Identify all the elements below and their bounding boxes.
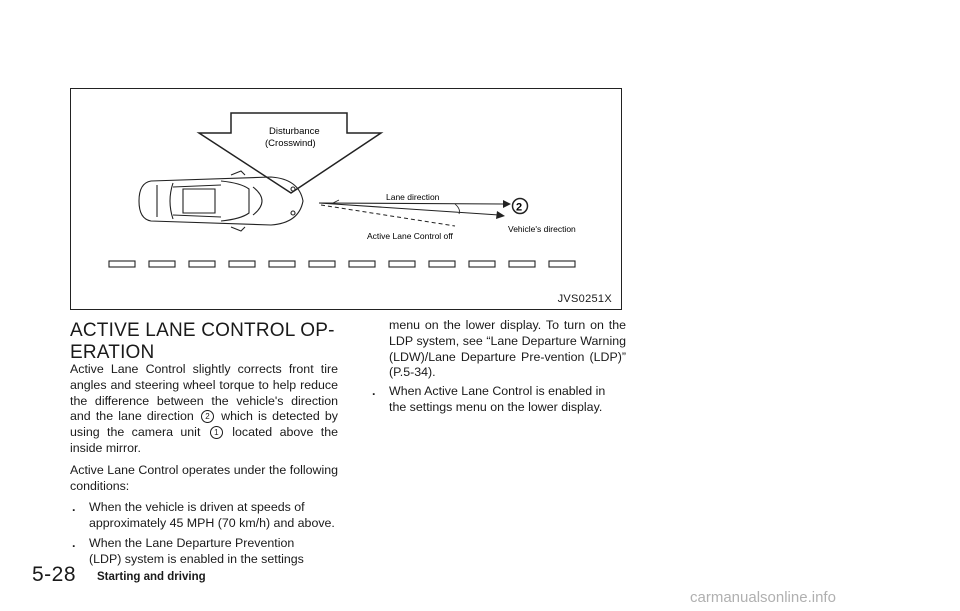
bullet-2-rest: (LDP) system is enabled in the settings [89,551,304,566]
illustration-figure [70,88,622,310]
vehicle-arrowhead [496,211,505,219]
crosswind-arrow [199,113,381,193]
bullet-3-line-1: When Active Lane Control is enabled in [389,384,606,399]
bullet-3-rest: the settings menu on the lower display. [389,399,603,414]
vehicle-direction-label: Vehicle's direction [508,224,576,234]
lane-direction-label: Lane direction [386,192,440,202]
bullet-dot: . [72,535,76,550]
intro-text-a: Active Lane Control slightly corrects front tire angles and steering wheel torque to help reduce the difference between the vehicle's direction and the lane direction [70,362,338,424]
bullet-active-enabled [370,384,626,416]
heading-line-1: ACTIVE LANE CONTROL OP- [70,320,335,341]
left-column [70,362,338,572]
bullet-2-line-1: When the Lane Departure Prevention [89,535,295,550]
heading-line-2: ERATION [70,342,155,363]
intro-text-c: located above the inside mirror. [70,425,339,455]
disturbance-label-2: (Crosswind) [265,138,316,149]
bullet-dot: . [372,384,376,399]
lane-arrowhead [503,200,511,208]
bullet-1-line-1: When the vehicle is driven at speeds of [89,500,305,515]
vehicle-direction-line [319,203,499,215]
section-heading [70,320,340,364]
active-off-label: Active Lane Control off [367,231,453,241]
marker-2-inline: 2 [201,410,214,423]
figure-code: JVS0251X [557,293,612,305]
watermark: carmanualsonline.info [690,589,836,606]
intro-text-b: which is detected by using the camera unit [70,409,338,440]
car-icon [139,171,303,231]
bullet-speed [70,500,338,532]
bullet-2-continued: menu on the lower display. To turn on the LDP system, see “Lane Departure Warning (LDW)/Lane Departure Pre-vention (LDP)” (P.5-34). [389,318,626,380]
disturbance-label-1: Disturbance [269,126,320,137]
lane-direction-line [319,203,503,204]
section-name: Starting and driving [97,571,206,583]
marker-2-label: 2 [516,201,523,214]
lane-markings [109,261,575,267]
bullet-ldp [70,536,338,568]
intro-paragraph [70,362,338,457]
lane-control-diagram [71,89,623,311]
marker-1-inline: 1 [210,426,223,439]
bullet-1-rest: approximately 45 MPH (70 km/h) and above. [89,516,335,531]
page-number: 5-28 [32,563,77,586]
conditions-paragraph: Active Lane Control operates under the following conditions: [70,462,338,493]
right-column [370,318,626,420]
bullet-dot: . [72,500,76,515]
